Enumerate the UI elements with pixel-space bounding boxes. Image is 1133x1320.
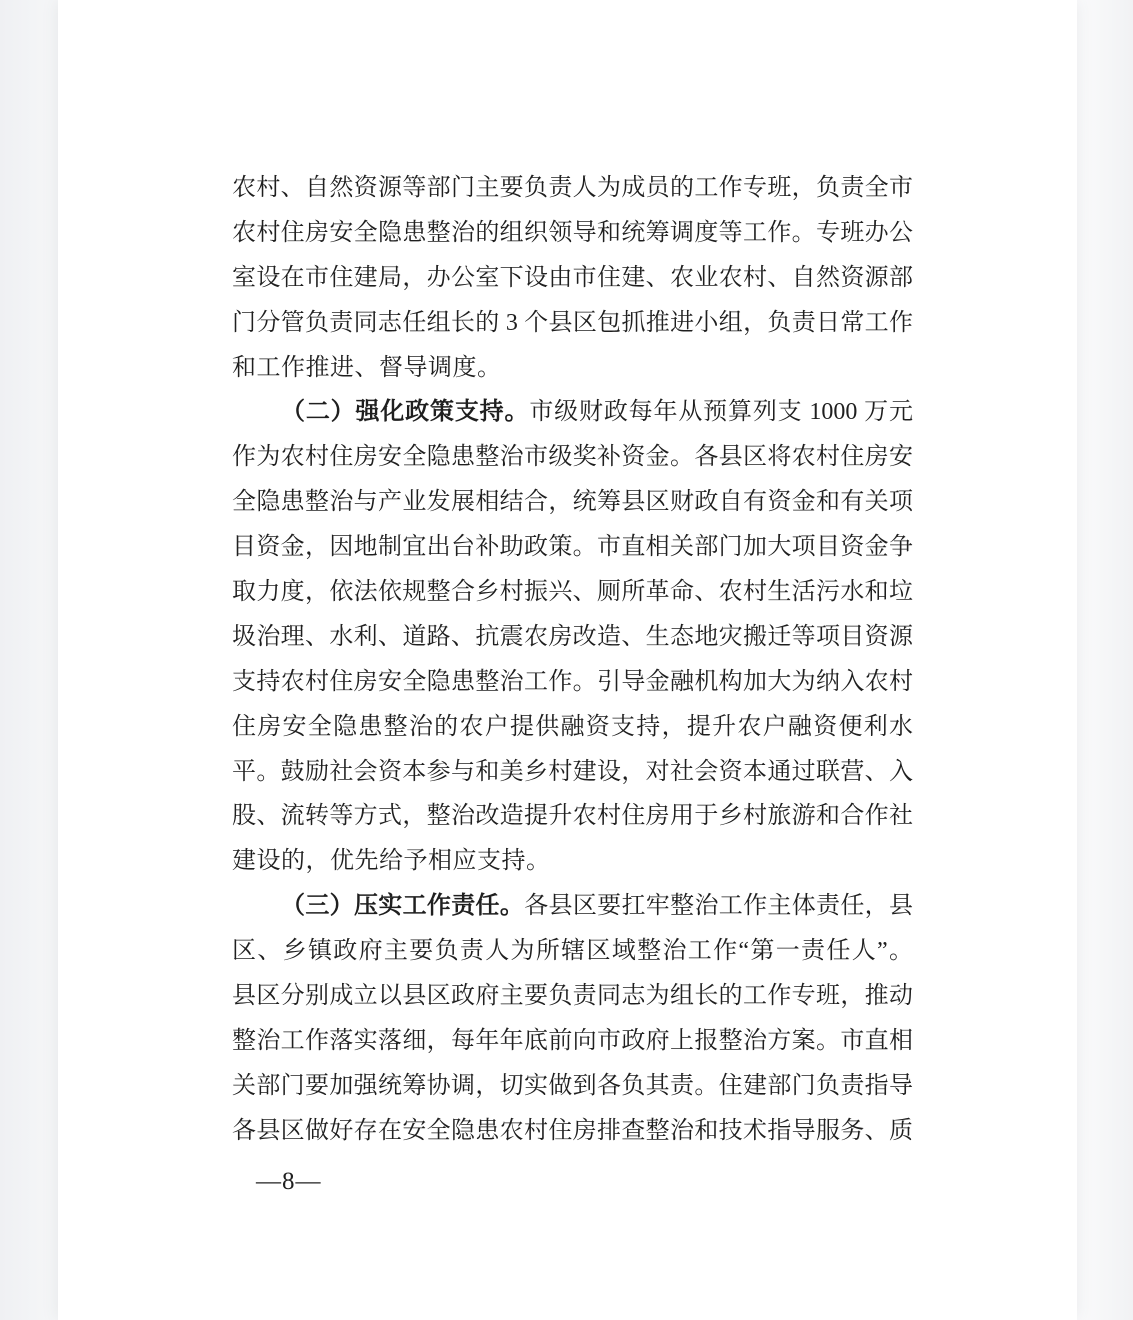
text-line [232,615,913,660]
text-run: 关部门要加强统筹协调，切实做到各负其责。住建部门负责指导 [232,1072,913,1099]
text-line [232,435,913,480]
document-page [58,0,1077,1320]
text-run: 建设的，优先给予相应支持。 [232,848,551,875]
text-run: 平。鼓励社会资本参与和美乡村建设，对社会资本通过联营、入 [232,758,913,785]
text-line [232,705,913,750]
text-run: 门分管负责同志任组长的 3 个县区包抓推进小组，负责日常工作 [232,309,913,336]
text-line [232,1109,913,1154]
viewer-gutter-right [1076,0,1133,1320]
text-run: 全隐患整治与产业发展相结合，统筹县区财政自有资金和有关项 [232,489,913,516]
text-run: 股、流转等方式，整治改造提升农村住房用于乡村旅游和合作社 [232,803,913,830]
text-line [232,839,913,884]
text-line [232,974,913,1019]
text-line [232,211,913,256]
text-line [232,750,913,795]
text-run: 作为农村住房安全隐患整治市级奖补资金。各县区将农村住房安 [232,444,913,471]
text-run: 取力度，依法依规整合乡村振兴、厕所革命、农村生活污水和垃 [232,579,913,606]
text-run: 各县区做好存在安全隐患农村住房排查整治和技术指导服务、质 [232,1117,913,1144]
text-line [232,884,913,929]
text-run: 农村、自然资源等部门主要负责人为成员的工作专班，负责全市 [232,175,913,201]
text-line [232,794,913,839]
text-line [232,301,913,346]
text-line [232,660,913,705]
viewer-gutter-left [0,0,58,1320]
text-run: 各县区要扛牢整治工作主体责任，县 [524,893,913,920]
text-run: 区、乡镇政府主要负责人为所辖区域整治工作“第一责任人”。 [232,938,913,965]
text-run: 县区分别成立以县区政府主要负责同志为组长的工作专班，推动 [232,983,913,1010]
paragraph-lead: （二）强化政策支持。 [281,399,530,426]
document-text [232,166,913,1154]
text-run: 整治工作落实落细，每年年底前向市政府上报整治方案。市直相 [232,1027,913,1054]
text-line [232,346,913,391]
page-number: —8— [256,1168,322,1195]
text-run: 圾治理、水利、道路、抗震农房改造、生态地灾搬迁等项目资源 [232,623,913,650]
text-line [232,929,913,974]
text-line [232,525,913,570]
text-line [232,1019,913,1064]
text-line [232,1064,913,1109]
text-line [232,166,913,211]
text-run: 农村住房安全隐患整治的组织领导和统筹调度等工作。专班办公 [232,219,913,246]
text-line [232,570,913,615]
text-run: 住房安全隐患整治的农户提供融资支持，提升农户融资便利水 [232,713,913,740]
text-run: 市级财政每年从预算列支 1000 万元 [529,399,913,426]
text-line [232,480,913,525]
text-run: 目资金，因地制宜出台补助政策。市直相关部门加大项目资金争 [232,534,913,561]
paragraph-lead: （三）压实工作责任。 [281,893,525,920]
text-line [232,390,913,435]
text-line [232,256,913,301]
text-run: 和工作推进、督导调度。 [232,354,502,381]
text-run: 支持农村住房安全隐患整治工作。引导金融机构加大为纳入农村 [232,668,913,695]
text-run: 室设在市住建局，办公室下设由市住建、农业农村、自然资源部 [232,264,913,291]
